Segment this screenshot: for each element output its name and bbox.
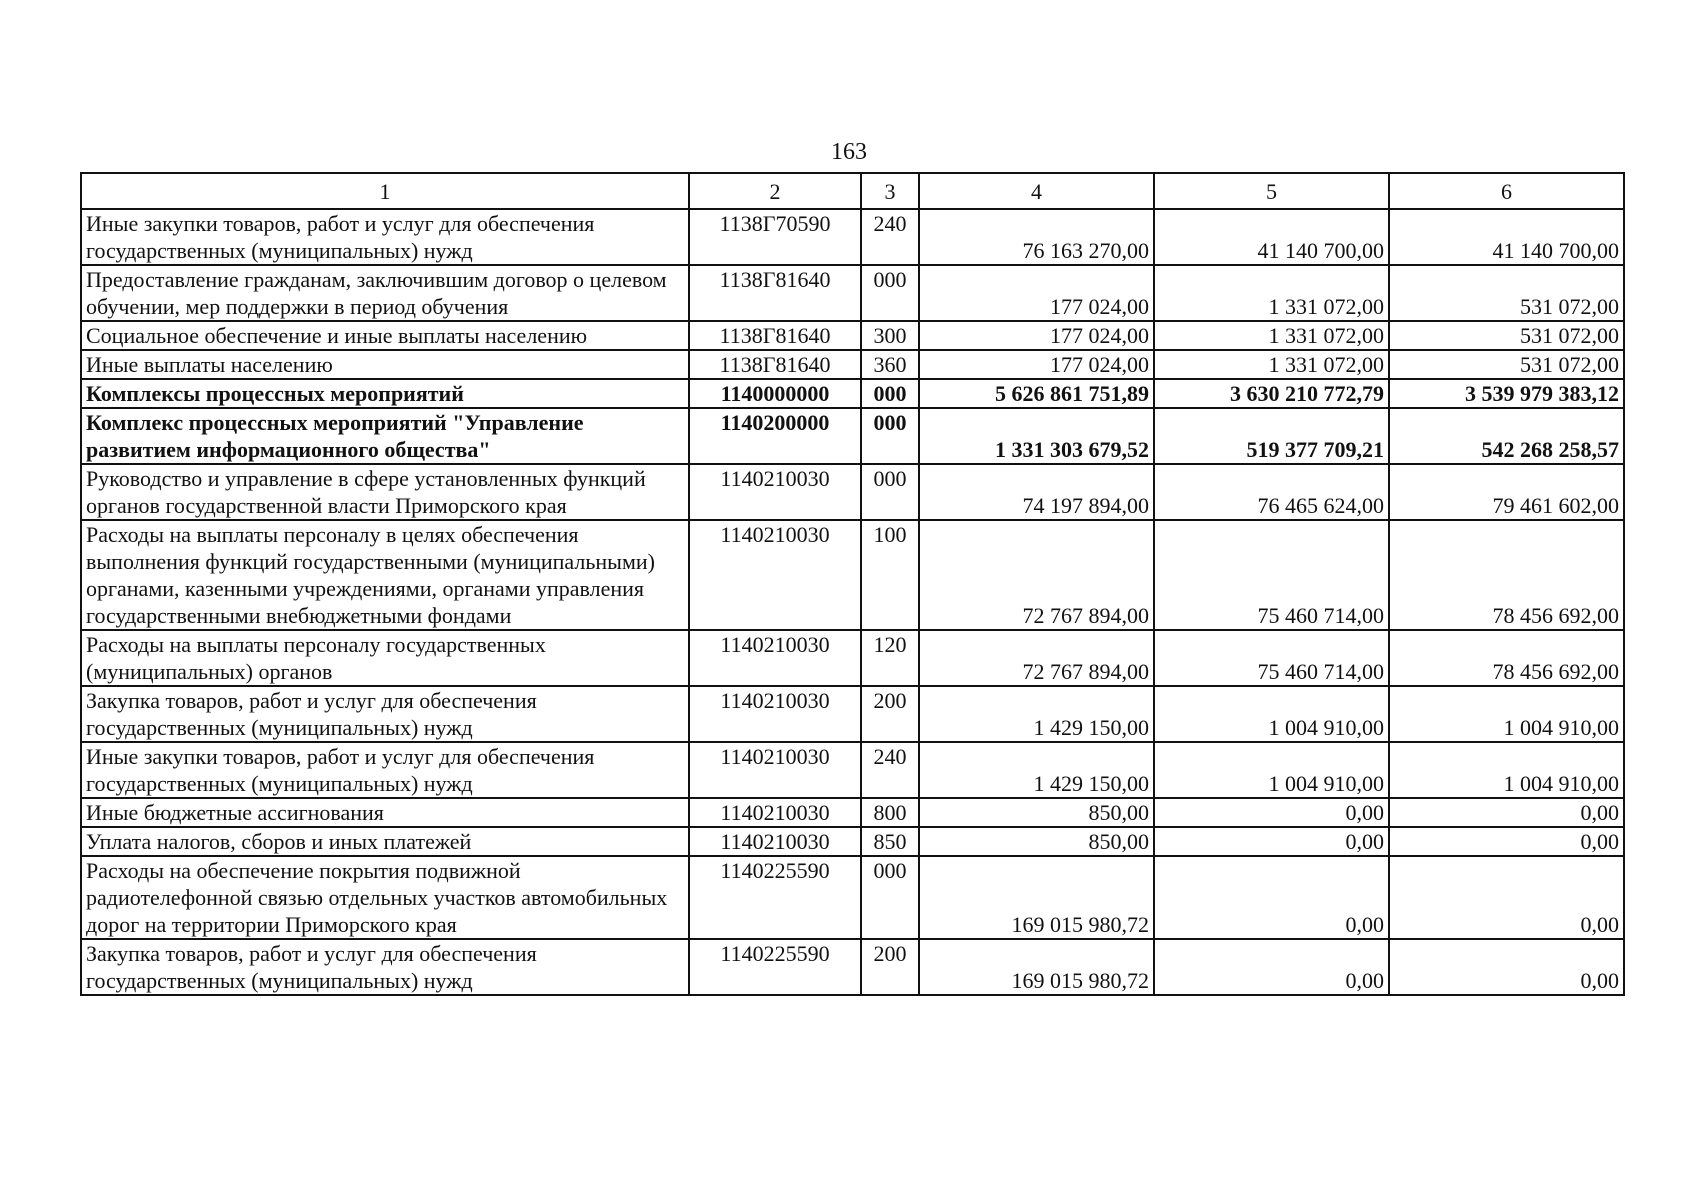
amount-year-3: 0,00: [1389, 939, 1624, 995]
amount-year-2: 76 465 624,00: [1154, 464, 1389, 520]
target-article-code: 1138Г81640: [689, 265, 861, 321]
amount-year-2: 1 331 072,00: [1154, 350, 1389, 379]
amount-year-2: 3 630 210 772,79: [1154, 379, 1389, 408]
amount-year-3: 1 004 910,00: [1389, 686, 1624, 742]
expense-type-code: 200: [861, 939, 919, 995]
table-row: [81, 856, 1624, 939]
amount-year-1: 1 429 150,00: [919, 686, 1154, 742]
row-description: Комплекс процессных мероприятий "Управление развитием информационного общества": [81, 408, 689, 464]
amount-year-1: 1 429 150,00: [919, 742, 1154, 798]
expense-type-code: 120: [861, 630, 919, 686]
table-row: [81, 520, 1624, 630]
expense-type-code: 000: [861, 464, 919, 520]
target-article-code: 1140210030: [689, 798, 861, 827]
amount-year-2: 0,00: [1154, 827, 1389, 856]
target-article-code: 1140210030: [689, 742, 861, 798]
row-description: Комплексы процессных мероприятий: [81, 379, 689, 408]
table-row: [81, 798, 1624, 827]
expense-type-code: 240: [861, 742, 919, 798]
target-article-code: 1140225590: [689, 856, 861, 939]
table-row: [81, 742, 1624, 798]
amount-year-3: 3 539 979 383,12: [1389, 379, 1624, 408]
amount-year-3: 79 461 602,00: [1389, 464, 1624, 520]
row-description: Расходы на выплаты персоналу государственных (муниципальных) органов: [81, 630, 689, 686]
row-description: Закупка товаров, работ и услуг для обеспечения государственных (муниципальных) нужд: [81, 686, 689, 742]
amount-year-2: 0,00: [1154, 939, 1389, 995]
row-description: Закупка товаров, работ и услуг для обеспечения государственных (муниципальных) нужд: [81, 939, 689, 995]
column-header: 4: [919, 173, 1154, 209]
amount-year-2: 0,00: [1154, 856, 1389, 939]
target-article-code: 1140210030: [689, 686, 861, 742]
amount-year-1: 169 015 980,72: [919, 939, 1154, 995]
target-article-code: 1138Г81640: [689, 321, 861, 350]
amount-year-1: 74 197 894,00: [919, 464, 1154, 520]
amount-year-3: 0,00: [1389, 827, 1624, 856]
amount-year-2: 1 004 910,00: [1154, 742, 1389, 798]
row-description: Уплата налогов, сборов и иных платежей: [81, 827, 689, 856]
amount-year-2: 1 004 910,00: [1154, 686, 1389, 742]
amount-year-1: 177 024,00: [919, 350, 1154, 379]
target-article-code: 1140000000: [689, 379, 861, 408]
amount-year-3: 531 072,00: [1389, 265, 1624, 321]
column-header: 6: [1389, 173, 1624, 209]
amount-year-2: 519 377 709,21: [1154, 408, 1389, 464]
table-row: [81, 630, 1624, 686]
amount-year-1: 850,00: [919, 827, 1154, 856]
row-description: Расходы на обеспечение покрытия подвижной радиотелефонной связью отдельных участков автомобильных дорог на территории Приморского края: [81, 856, 689, 939]
table-row: [81, 209, 1624, 265]
table-row: [81, 686, 1624, 742]
target-article-code: 1140210030: [689, 464, 861, 520]
table-row: [81, 464, 1624, 520]
amount-year-1: 177 024,00: [919, 321, 1154, 350]
amount-year-3: 542 268 258,57: [1389, 408, 1624, 464]
row-description: Иные выплаты населению: [81, 350, 689, 379]
expense-type-code: 240: [861, 209, 919, 265]
target-article-code: 1138Г81640: [689, 350, 861, 379]
amount-year-3: 78 456 692,00: [1389, 630, 1624, 686]
row-description: Расходы на выплаты персоналу в целях обеспечения выполнения функций государственными (муниципальными) органами, казенными учреждениями, органами управления государственными внебюджетными фондами: [81, 520, 689, 630]
amount-year-3: 0,00: [1389, 798, 1624, 827]
amount-year-1: 850,00: [919, 798, 1154, 827]
amount-year-2: 75 460 714,00: [1154, 520, 1389, 630]
expense-type-code: 000: [861, 265, 919, 321]
amount-year-3: 531 072,00: [1389, 321, 1624, 350]
target-article-code: 1140210030: [689, 827, 861, 856]
row-description: Предоставление гражданам, заключившим договор о целевом обучении, мер поддержки в период обучения: [81, 265, 689, 321]
expense-type-code: 200: [861, 686, 919, 742]
table-row: [81, 265, 1624, 321]
row-description: Социальное обеспечение и иные выплаты населению: [81, 321, 689, 350]
row-description: Иные закупки товаров, работ и услуг для обеспечения государственных (муниципальных) нужд: [81, 209, 689, 265]
expense-type-code: 000: [861, 379, 919, 408]
expense-type-code: 100: [861, 520, 919, 630]
amount-year-2: 41 140 700,00: [1154, 209, 1389, 265]
target-article-code: 1140200000: [689, 408, 861, 464]
expense-type-code: 000: [861, 408, 919, 464]
amount-year-3: 41 140 700,00: [1389, 209, 1624, 265]
amount-year-1: 72 767 894,00: [919, 630, 1154, 686]
amount-year-2: 1 331 072,00: [1154, 265, 1389, 321]
table-row: [81, 350, 1624, 379]
page-number: 163: [831, 139, 867, 165]
expense-type-code: 000: [861, 856, 919, 939]
amount-year-1: 1 331 303 679,52: [919, 408, 1154, 464]
amount-year-1: 177 024,00: [919, 265, 1154, 321]
table-row: [81, 321, 1624, 350]
table-row: [81, 379, 1624, 408]
amount-year-3: 0,00: [1389, 856, 1624, 939]
column-header: 5: [1154, 173, 1389, 209]
expense-type-code: 360: [861, 350, 919, 379]
row-description: Иные бюджетные ассигнования: [81, 798, 689, 827]
amount-year-3: 78 456 692,00: [1389, 520, 1624, 630]
table-row: [81, 939, 1624, 995]
target-article-code: 1140210030: [689, 630, 861, 686]
amount-year-1: 169 015 980,72: [919, 856, 1154, 939]
table-row: [81, 827, 1624, 856]
row-description: Иные закупки товаров, работ и услуг для обеспечения государственных (муниципальных) нужд: [81, 742, 689, 798]
column-number-row: [81, 173, 1624, 209]
table-row: [81, 408, 1624, 464]
expense-type-code: 800: [861, 798, 919, 827]
column-header: 3: [861, 173, 919, 209]
expense-type-code: 300: [861, 321, 919, 350]
target-article-code: 1140225590: [689, 939, 861, 995]
amount-year-1: 76 163 270,00: [919, 209, 1154, 265]
amount-year-2: 1 331 072,00: [1154, 321, 1389, 350]
amount-year-2: 75 460 714,00: [1154, 630, 1389, 686]
row-description: Руководство и управление в сфере установленных функций органов государственной власти Приморского края: [81, 464, 689, 520]
budget-table: [80, 172, 1625, 996]
expense-type-code: 850: [861, 827, 919, 856]
amount-year-3: 1 004 910,00: [1389, 742, 1624, 798]
target-article-code: 1138Г70590: [689, 209, 861, 265]
amount-year-1: 72 767 894,00: [919, 520, 1154, 630]
amount-year-3: 531 072,00: [1389, 350, 1624, 379]
amount-year-2: 0,00: [1154, 798, 1389, 827]
amount-year-1: 5 626 861 751,89: [919, 379, 1154, 408]
column-header: 1: [81, 173, 689, 209]
column-header: 2: [689, 173, 861, 209]
target-article-code: 1140210030: [689, 520, 861, 630]
